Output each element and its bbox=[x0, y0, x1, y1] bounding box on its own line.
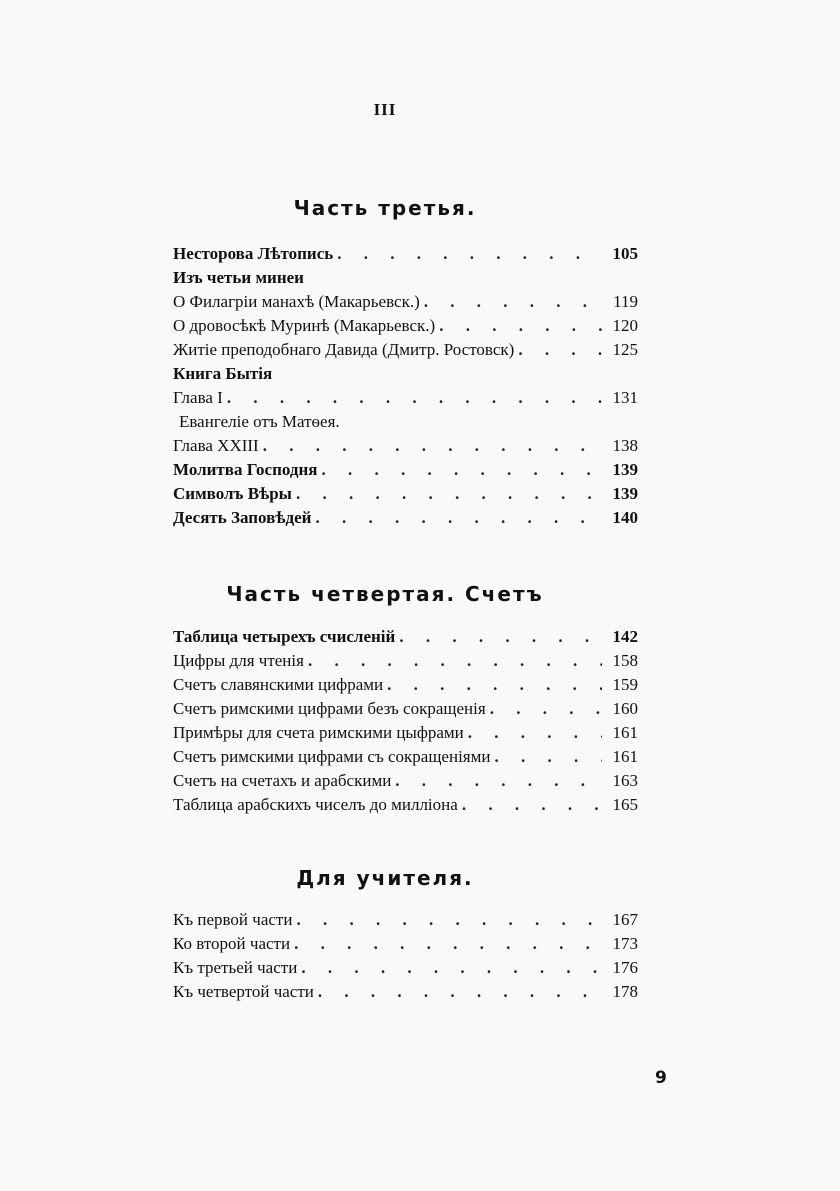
toc-entry-page: 163 bbox=[612, 771, 638, 790]
toc-entry-page: 178 bbox=[612, 982, 638, 1001]
toc-entry bbox=[173, 460, 638, 484]
toc-entry-label: Символъ Вѣры bbox=[173, 484, 292, 503]
toc-part-three bbox=[173, 244, 638, 532]
dot-leader bbox=[301, 958, 602, 978]
toc-entry bbox=[173, 340, 638, 364]
toc-entry-label: Евангеліе отъ Матѳея. bbox=[179, 412, 340, 431]
toc-entry bbox=[173, 292, 638, 316]
toc-entry-page: 161 bbox=[612, 747, 638, 766]
toc-entry bbox=[173, 508, 638, 532]
toc-entry bbox=[173, 244, 638, 268]
toc-entry-page: 173 bbox=[612, 934, 638, 953]
toc-entry-label: Къ первой части bbox=[173, 910, 293, 929]
toc-entry bbox=[173, 268, 638, 292]
dot-leader bbox=[227, 388, 602, 408]
dot-leader bbox=[399, 627, 602, 647]
toc-entry-label: Ко второй части bbox=[173, 934, 291, 953]
toc-entry bbox=[173, 436, 638, 460]
toc-entry-page: 125 bbox=[612, 340, 638, 359]
toc-entry bbox=[173, 675, 638, 699]
toc-entry bbox=[173, 910, 638, 934]
toc-entry bbox=[173, 771, 638, 795]
dot-leader bbox=[439, 316, 602, 336]
toc-entry-label: Къ четвертой части bbox=[173, 982, 314, 1001]
dot-leader bbox=[296, 484, 602, 504]
toc-entry bbox=[173, 364, 638, 388]
toc-entry bbox=[173, 627, 638, 651]
toc-entry-page: 138 bbox=[612, 436, 638, 455]
toc-entry-label: Таблица арабскихъ чиселъ до милліона bbox=[173, 795, 458, 814]
dot-leader bbox=[490, 699, 602, 719]
toc-entry-label: Десять Заповѣдей bbox=[173, 508, 312, 527]
toc-entry-page: 119 bbox=[613, 292, 638, 311]
toc-entry bbox=[173, 723, 638, 747]
toc-entry-page: 120 bbox=[612, 316, 638, 335]
toc-entry-page: 165 bbox=[612, 795, 638, 814]
toc-entry-label: Цифры для чтенія bbox=[173, 651, 304, 670]
toc-entry bbox=[173, 747, 638, 771]
dot-leader bbox=[296, 910, 602, 930]
toc-entry-page: 105 bbox=[612, 244, 638, 263]
toc-entry bbox=[173, 795, 638, 819]
toc-entry bbox=[173, 934, 638, 958]
toc-entry-label: Глава XXIII bbox=[173, 436, 259, 455]
toc-entry-page: 158 bbox=[612, 651, 638, 670]
toc-entry bbox=[173, 412, 638, 436]
toc-entry-label: Счетъ славянскими цифрами bbox=[173, 675, 384, 694]
dot-leader bbox=[387, 675, 602, 695]
toc-entry bbox=[173, 982, 638, 1006]
toc-entry-label: Книга Бытія bbox=[173, 364, 273, 383]
toc-entry-page: 167 bbox=[612, 910, 638, 929]
toc-entry-label: Изъ четьи минеи bbox=[173, 268, 304, 287]
toc-entry-label: Примѣры для счета римскими цыфрами bbox=[173, 723, 464, 742]
toc-entry-label: Счетъ римскими цифрами безъ сокращенія bbox=[173, 699, 486, 718]
dot-leader bbox=[468, 723, 602, 743]
toc-entry bbox=[173, 651, 638, 675]
section-title-part-three: Часть третья. bbox=[293, 196, 477, 220]
section-title-for-teacher: Для учителя. bbox=[296, 866, 474, 890]
section-title-part-four: Часть четвертая. Счетъ bbox=[226, 582, 544, 606]
toc-entry-page: 176 bbox=[612, 958, 638, 977]
dot-leader bbox=[294, 934, 602, 954]
page-number-roman: III bbox=[373, 100, 397, 119]
dot-leader bbox=[308, 651, 602, 671]
dot-leader bbox=[395, 771, 602, 791]
dot-leader bbox=[337, 244, 602, 264]
toc-entry bbox=[173, 484, 638, 508]
toc-entry-label: Молитва Господня bbox=[173, 460, 318, 479]
toc-entry-label: Счетъ римскими цифрами съ сокращеніями bbox=[173, 747, 491, 766]
toc-entry-page: 131 bbox=[612, 388, 638, 407]
page-number: 9 bbox=[655, 1068, 667, 1088]
toc-entry bbox=[173, 316, 638, 340]
dot-leader bbox=[315, 508, 602, 528]
toc-entry-page: 159 bbox=[612, 675, 638, 694]
toc-entry-page: 140 bbox=[612, 508, 638, 527]
toc-entry-label: Несторова Лѣтопись bbox=[173, 244, 334, 263]
dot-leader bbox=[318, 982, 602, 1002]
toc-entry bbox=[173, 388, 638, 412]
toc-for-teacher bbox=[173, 910, 638, 1006]
toc-entry-page: 160 bbox=[612, 699, 638, 718]
dot-leader bbox=[263, 436, 602, 456]
toc-entry-label: Таблица четырехъ счисленій bbox=[173, 627, 396, 646]
dot-leader bbox=[494, 747, 602, 767]
toc-entry-page: 139 bbox=[612, 484, 638, 503]
toc-entry bbox=[173, 958, 638, 982]
toc-entry bbox=[173, 699, 638, 723]
toc-entry-label: О дровосѣкѣ Муринѣ (Макарьевск.) bbox=[173, 316, 436, 335]
dot-leader bbox=[424, 292, 602, 312]
toc-entry-page: 142 bbox=[612, 627, 638, 646]
toc-entry-page: 161 bbox=[612, 723, 638, 742]
dot-leader bbox=[321, 460, 602, 480]
toc-entry-page: 139 bbox=[612, 460, 638, 479]
toc-entry-label: О Филагріи манахѣ (Макарьевск.) bbox=[173, 292, 420, 311]
dot-leader bbox=[518, 340, 602, 360]
dot-leader bbox=[462, 795, 602, 815]
toc-part-four bbox=[173, 627, 638, 819]
toc-entry-label: Счетъ на счетахъ и арабскими bbox=[173, 771, 392, 790]
toc-entry-label: Житіе преподобнаго Давида (Дмитр. Ростовск) bbox=[173, 340, 515, 359]
toc-entry-label: Глава I bbox=[173, 388, 223, 407]
toc-entry-label: Къ третьей части bbox=[173, 958, 298, 977]
